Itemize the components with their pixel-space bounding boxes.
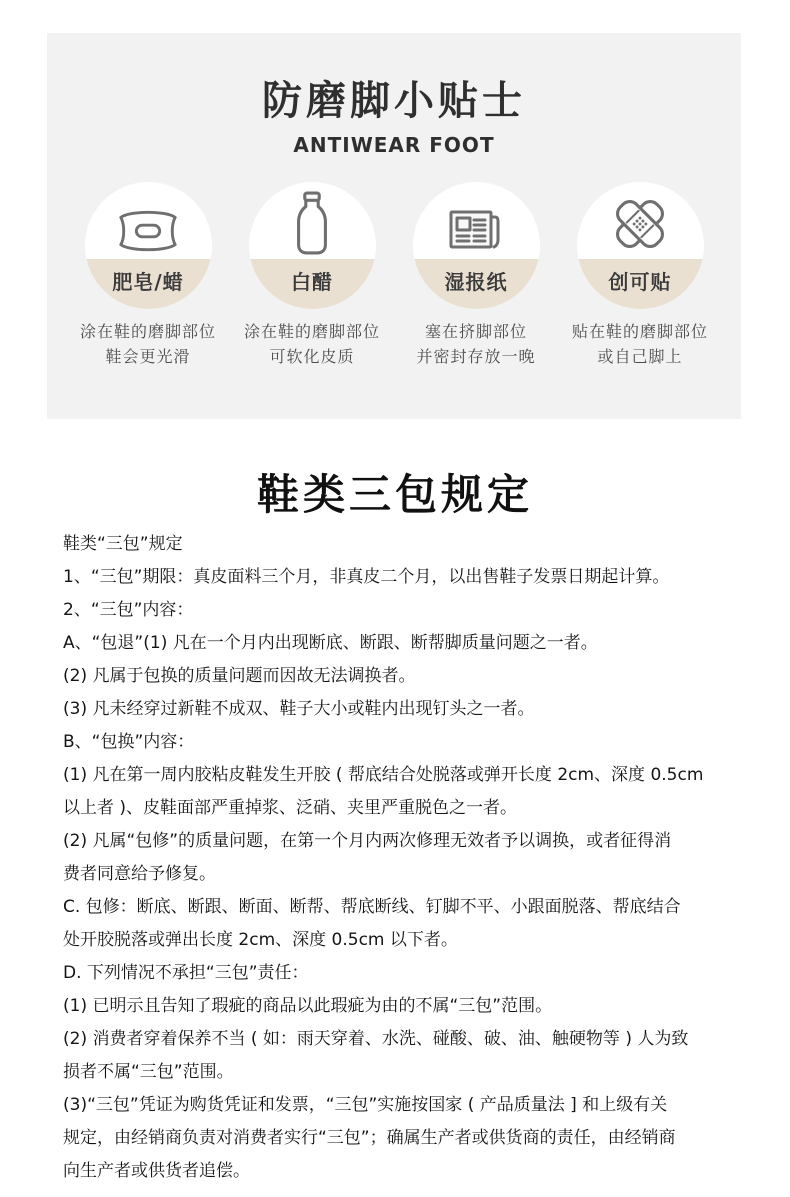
policy-line: (1) 凡在第一周内胶粘皮鞋发生开胶 ( 帮底结合处脱落或弹开长度 2cm、深度 0.5cm [63, 765, 704, 785]
policy-line: 2、“三包”内容： [63, 600, 194, 620]
policy-line: (2) 凡属“包修”的质量问题，在第一个月内两次修理无效者予以调换，或者征得消 [63, 831, 672, 851]
tip-item-vinegar [230, 182, 394, 369]
policy-line: 损者不属“三包”范围。 [63, 1062, 234, 1082]
tips-row [47, 182, 741, 369]
tip-circle [85, 182, 212, 309]
policy-line: 向生产者或供货者追偿。 [63, 1161, 250, 1181]
policy-line: 鞋类“三包”规定 [63, 534, 183, 554]
tip-circle [577, 182, 704, 309]
tip-label: 创可贴 [577, 259, 704, 309]
tips-title: 防磨脚小贴士 [262, 78, 526, 124]
policy-line: (2) 消费者穿着保养不当 ( 如：雨天穿着、水洗、碰酸、破、油、触硬物等 ) 人为致 [63, 1029, 689, 1049]
tip-description [416, 319, 535, 369]
tip-desc-line: 塞在挤脚部位 [424, 322, 527, 341]
policy-line: 费者同意给予修复。 [63, 864, 216, 884]
tip-label: 湿报纸 [413, 259, 540, 309]
tip-item-newspaper [394, 182, 558, 369]
tip-item-soap [66, 182, 230, 369]
tip-desc-line: 涂在鞋的磨脚部位 [79, 322, 216, 341]
policy-line: 处开胶脱落或弹出长度 2cm、深度 0.5cm 以下者。 [63, 930, 458, 950]
tip-desc-line: 或自己脚上 [597, 347, 683, 366]
tip-item-bandaid [558, 182, 722, 369]
tip-description [80, 319, 216, 369]
policy-line: A、“包退”(1) 凡在一个月内出现断底、断跟、断帮脚质量问题之一者。 [63, 633, 598, 653]
tip-desc-line: 并密封存放一晚 [416, 347, 536, 366]
policy-line: C. 包修：断底、断跟、断面、断帮、帮底断线、钉脚不平、小跟面脱落、帮底结合 [63, 897, 681, 917]
newspaper-icon [413, 182, 540, 259]
bandaid-icon [577, 182, 704, 259]
policy-line: (1) 已明示且告知了瑕疵的商品以此瑕疵为由的不属“三包”范围。 [63, 996, 553, 1016]
soap-icon [85, 182, 212, 259]
policy-line: 以上者 )、皮鞋面部严重掉浆、泛硝、夹里严重脱色之一者。 [63, 798, 518, 818]
policy-line: (3)“三包”凭证为购货凭证和发票，“三包”实施按国家 ( 产品质量法 ] 和上级有关 [63, 1095, 668, 1115]
policy-line: 规定，由经销商负责对消费者实行“三包”；确属生产者或供货商的责任，由经销商 [63, 1128, 676, 1148]
tips-subtitle: ANTIWEAR FOOT [293, 133, 495, 157]
vinegar-bottle-icon [249, 182, 376, 259]
policy-line: (2) 凡属于包换的质量问题而因故无法调换者。 [63, 666, 416, 686]
tip-desc-line: 涂在鞋的磨脚部位 [243, 322, 380, 341]
tip-description [244, 319, 380, 369]
tip-desc-line: 贴在鞋的磨脚部位 [571, 322, 708, 341]
tip-label: 肥皂/蜡 [85, 259, 212, 309]
policy-line: D. 下列情况不承担“三包”责任： [63, 963, 309, 983]
tip-circle [249, 182, 376, 309]
tip-label: 白醋 [249, 259, 376, 309]
policy-line: B、“包换”内容： [63, 732, 195, 752]
tip-circle [413, 182, 540, 309]
tip-desc-line: 鞋会更光滑 [105, 347, 191, 366]
policy-line: 1、“三包”期限：真皮面料三个月，非真皮二个月，以出售鞋子发票日期起计算。 [63, 567, 670, 587]
policy-line: (3) 凡未经穿过新鞋不成双、鞋子大小或鞋内出现钉头之一者。 [63, 699, 535, 719]
tip-desc-line: 可软化皮质 [269, 347, 355, 366]
tip-description [572, 319, 708, 369]
policy-title: 鞋类三包规定 [256, 470, 533, 519]
antiwear-tips-panel [47, 33, 741, 419]
policy-body [63, 528, 743, 1188]
